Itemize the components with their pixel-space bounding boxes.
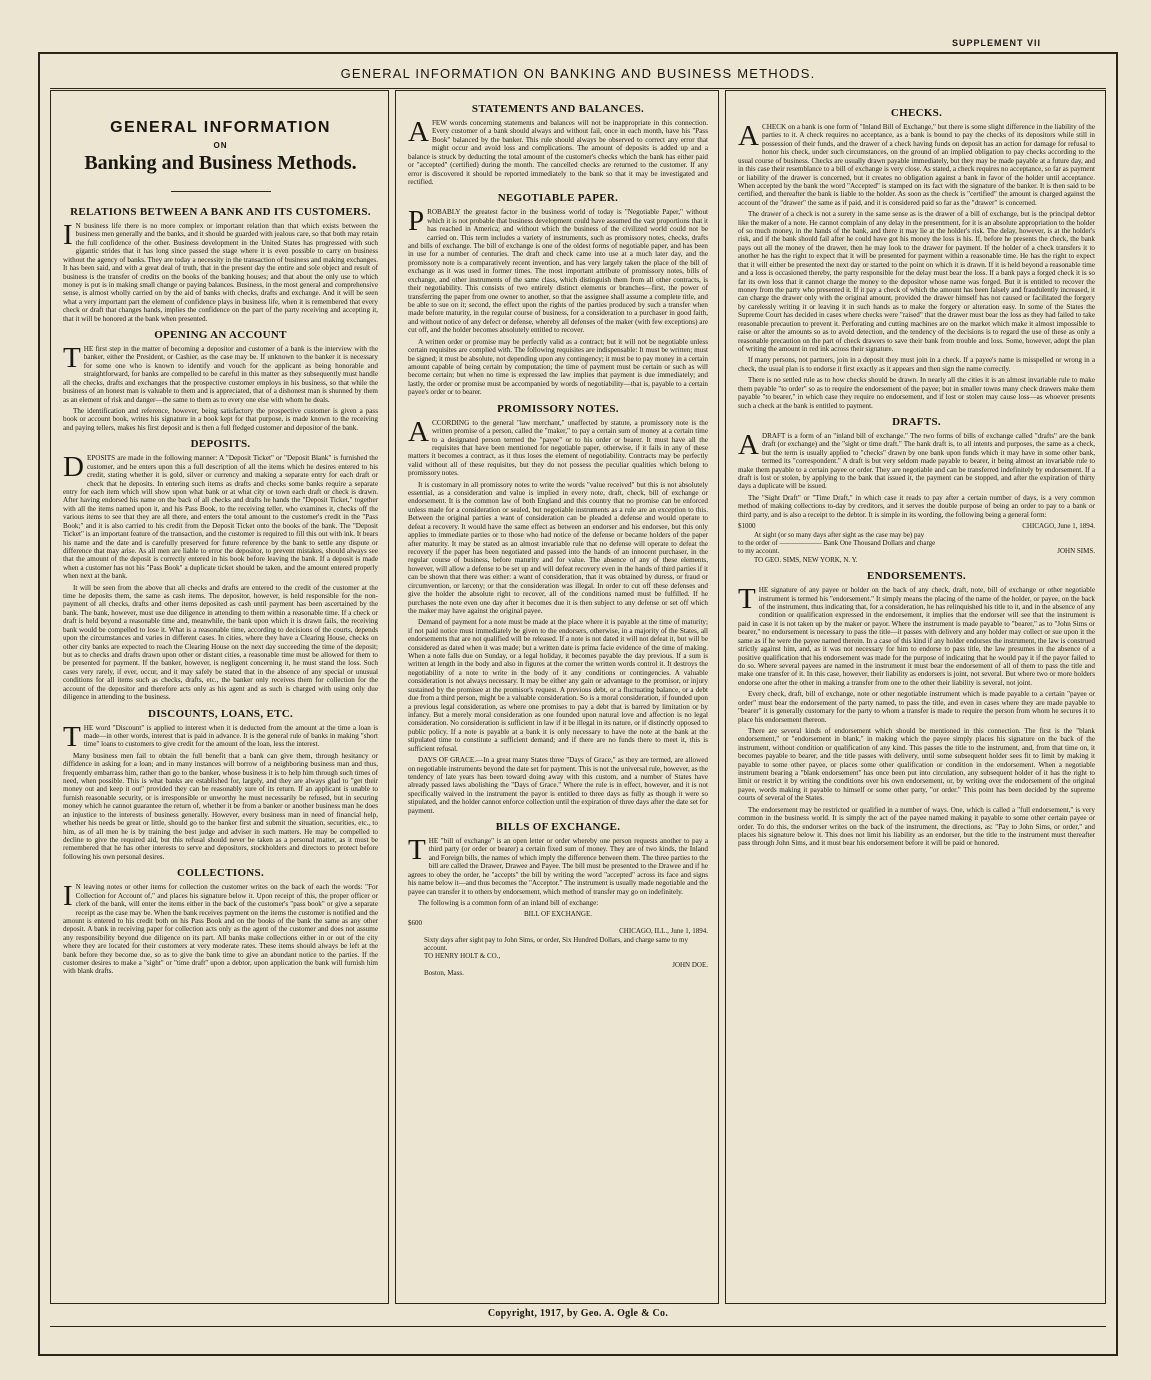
heading-checks: CHECKS.	[890, 107, 943, 119]
negotiable-para: PROBABLY the greatest factor in the business world of today is "Negotiable Paper," without which it is not probable that business development could have assumed the vast proportions that it has reached in America; and without which the business of the civilized world could not be carried on. This term includes a variety of instruments, such as promissory notes, checks, drafts and bills of exchange. The bill of exchange is one of the oldest forms of negotiable paper, and has been in use for a number of centuries. The draft and check came into use at a much later day, and the promissory note is a comparatively recent invention, and has very largely taken the place of the bill of exchange as it was used in former times. The most important attribute of promissory notes, bills of exchange, and other instruments of the same class, which distinguish them from all other contracts, is their negotiability. This consists of two entirely distinct elements or branches—first, the power of transferring the paper from one owner to another, so that the assignee shall assume a complete title, and be able to sue on it; second, the effect upon the rights of the parties produced by such a transfer when made before maturity, in the regular course of business, for a consideration to a purchaser in good faith, and without notice of any defect or defense, whereby all defenses of the maker (with few exceptions) are cut off, and the holder becomes absolutely entitled to recover.	[408, 205, 708, 335]
days-of-grace-para: DAYS OF GRACE.—In a great many States three "Days of Grace," as they are termed, are allowed on negotiable instruments beyond the date set for payment. This is not the universal rule, however, as the tendency of late years has been toward doing away with this custom, and a number of States have already passed laws abolishing the "Days of Grace." Where the rule is in effect, however, and it is not specifically waived in the instrument the payor is entitled to three days as fully as though it were so stipulated, and the holder cannot enforce collection until the expiration of three days after the date set for payment.	[408, 756, 708, 815]
drafts-para: The "Sight Draft" or "Time Draft," in which case it reads to pay after a certain number of days, is a very common method of making collections to-day by creditors, and it serves the double purpose of being an order to pay to a bank or third party, and is also a receipt to the debtor. It is simple in its wording, the following being a general form:	[738, 493, 1095, 519]
heading-endorsements: ENDORSEMENTS.	[867, 570, 966, 583]
promissory-para: Demand of payment for a note must be made at the place where it is payable at the time of maturity; if not paid notice must immediately be given to the endorsers, otherwise, in a majority of the States, all endorsements that are not qualified will be released. If a note is not dated it will not defeat it, but will be considered as dated when it was made; but a written date is prima facie evidence of the time of making. When a note falls due on Sunday, or a legal holiday, it becomes payable the day previous. If a sum is written at length in the body and also in figures at the corner the written words control it. It destroys the negotiability of a note to write in the body of it any conditions or contingencies. A valuable consideration is not always necessary. It may be either any gain or advantage to the promisor, or injury sustained by the promisee at the promisor's request. A previous debt, or a fluctuating balance, or a debt due from a third person, might be a valuable consideration. So is a moral consideration, if founded upon a previous legal consideration, as where one promises to pay a debt that is barred by limitation or by infancy. But a merely moral consideration as one founded upon natural love and affection is no legal consideration. No consideration is sufficient in law if it be illegal in its nature, or if distinctly opposed to public policy. If a note is payable at a bank it is only necessary to have the note at the bank at the stipulated time to constitute a sufficient demand; and if there are no funds there to meet it, this is sufficient refusal.	[408, 618, 708, 753]
heading-bills: BILLS OF EXCHANGE.	[495, 821, 621, 834]
form-signer: JOHN DOE.	[672, 960, 708, 969]
form-amount: $1000 CHICAGO, June 1, 1894.	[738, 522, 1095, 531]
column-1	[50, 90, 389, 1304]
title-rule	[171, 191, 271, 192]
checks-para: ACHECK on a bank is one form of "Inland Bill of Exchange," but there is some slight difference in the liability of the parties to it. A check requires no acceptance, as a bank is bound to pay the checks of its depositors while still in possession of their funds, and the drawer of a check having funds on deposit has an action for damage for refusal to honor his check, under such circumstances, on the ground of an implied obligation to pay checks according to the usual course of business. Checks are usually drawn payable immediately, but they may be made payable at a future day, and in this case their resemblance to a bill of exchange is very close. As stated, a check requires no acceptance, so far as payment or liability of the drawer is concerned, but it creates no obligation against a bank in favor of the holder until acceptance. When accepted by the bank the word "Accepted" is stamped on its fact with the signature of the banker. It is then said to be certified, and thereafter the bank is liable to the holder. As soon as the check is "certified" the amount is charged against the account of the "drawer" the same as if paid, and it is considered paid so far as the "drawer" is concerned.	[738, 120, 1095, 207]
form-to: TO HENRY HOLT & CO.,	[424, 952, 501, 961]
promissory-para: It is customary in all promissory notes to write the words "value received" but this is not absolutely essential, as a consideration and value is implied in every note, draft, check, bill of exchange or endorsement. It is the common law of both England and this country that no promise can be enforced unless made for a consideration or sealed, but negotiable instruments as a rule are an exception to this. Between the original parties a want of consideration can be pleaded a defense and would operate to defeat a recovery. It would have the same effect as between an endorser and his endorsee, but this only applies to immediate parties or to those who had notice of the defense or became holders of the paper after maturity. It may be stated as an almost invariable rule that no defense will operate to defeat the recovery if the paper has been negotiated and passed into the hands of an innocent purchaser, in the regular course of business, before maturity and for value. The absence of any of these elements, however, will allow a defense to be set up and will defeat recovery even in the hands of third parties if it can be shown that there was either: a want of consideration, that it was obtained by duress, or fraud or circumvention, or larceny; or that the consideration was illegal. In order to cut off these defenses and give the holder the absolute right to recover, all of the conditions named must be fulfilled. If he purchases the note even one day after it becomes due it is then subject to any defense or set off which the maker may have against the original payee.	[408, 480, 708, 615]
endorsements-para: The endorsement may be restricted or qualified in a number of ways. One, which is called a "full endorsement," is very common in the business world. It is simply the act of the payee named making it payable to some other certain payee or order. To do this, the endorser writes on the back of the instrument, the directions, as: "Pay to John Sims, or order," and places his signature below it. This does not limit his liability as an endorser, but the title to the instrument must thereafter pass through John Sims, and it must bear his endorsement before it will be paid or honored.	[738, 805, 1095, 848]
checks-para: If many persons, not partners, join in a deposit they must join in a check. If a payee's name is misspelled or wrong in a check, the usual plan is to endorse it first exactly as it appears and then sign the name correctly.	[738, 356, 1095, 373]
deposits-para: DEPOSITS are made in the following manner: A "Deposit Ticket" or "Deposit Blank" is furnished the customer, and he enters upon this a full description of all the items which he desires entered to his credit, stating whether it is gold, silver or currency and making a separate entry for each draft or check that he deposits. In entering such items as drafts and checks some banks require a separate entry for each item which will show upon what bank or at what city or town each draft or check is drawn. After having endorsed his name on the back of all checks and drafts he hands the "Deposit Ticket," together with all the items named upon it, and his Pass Book, to the receiving teller, who examines it, checks off the various items to see that they are all there, and enters the total amount to the customer's credit in the "Pass Book;" and it is also carried to his credit from the Deposit Ticket onto the books of the bank. The "Deposit Ticket" is an important feature of the transaction, and the customer is required to fill this out with ink. It bears his name and the date and is carefully preserved for future reference by the bank to settle any dispute or difference that may arise. As all men are liable to error the depositor, to prevent mistakes, should always see that the amount of the deposit is correctly entered in his book before leaving the bank. If a deposit is made when a customer has not his "Pass Book" a duplicate ticket should be taken, and the amount entered properly when next at the bank.	[63, 451, 378, 581]
bills-para: The following is a common form of an inland bill of exchange:	[418, 899, 599, 908]
form-title: BILL OF EXCHANGE.	[524, 910, 592, 919]
heading-statements: STATEMENTS AND BALANCES.	[471, 103, 645, 115]
heading-discounts: DISCOUNTS, LOANS, ETC.	[147, 707, 294, 720]
deposits-para: It will be seen from the above that all checks and drafts are entered to the credit of the customer at the time he deposits them, the same as cash items. The depositor, however, is held responsible for the non-payment of all checks, drafts and other items deposited as cash until payment has been ascertained by the bank. The bank, however, must use due diligence in attending to them within a reasonable time. If a check or draft is held beyond a reasonable time and, meanwhile, the bank upon which it is drawn fails, the receiving bank would be compelled to lose it. What is a reasonable time, according to decisions of the courts, depends upon the circumstances and varies in different cases. In cities, where they have a Clearing House, checks on other city banks are expected to reach the Clearing House on the next day succeeding the time of the deposit; but as to checks and drafts drawn upon other or distant cities, a reasonable time must be allowed for them to be presented for payment. If the banker, however, is negligent concerning it, he must stand the loss. Such cases very rarely, if ever, occur, and it may safely be stated that in the absence of any special or unusual conditions for all items such as checks, drafts, etc., the banker only receives them for collection for the account of the depositor and therefore acts only as his agent and as such is charged with using only due diligence in attending to the business.	[63, 583, 378, 702]
title-line-2: ON	[213, 141, 228, 150]
heading-drafts: DRAFTS.	[892, 415, 941, 428]
heading-negotiable: NEGOTIABLE PAPER.	[497, 192, 619, 205]
column-2	[395, 90, 719, 1304]
relations-para: IN business life there is no more complex or important relation than that which exists between the business men generally and the banks, and it should be guarded with jealous care, so that both may retain the full confidence of the other. Business development in the United States has progressed with such gigantic strides that it has long since passed the stage where it is even possible to carry on business without the agency of banks. They are today a necessity in the transaction of business and making exchanges. It has been said, and with a great deal of truth, that in the present day the entire and sole object and result of business is the transfer of credits on the books of the banking houses; and that about the only use to which money is put is in making small change or paying balances. Business, in the most general and comprehensive sense, is almost wholly carried on by the aid of banks with checks, drafts and exchange. And it will be seen what a very important part the element of confidence plays in business life, when it is remembered that every check or draft that changes hands, implies the confidence on the part of the party receiving and accepting it, that it will be honored at the bank when presented.	[63, 219, 378, 323]
page-frame	[38, 52, 1118, 1356]
form-body-line: to the order of ―――――― Bank One Thousand Dollars and charge	[738, 538, 936, 547]
form-city: Boston, Mass.	[424, 969, 464, 978]
heading-collections: COLLECTIONS.	[176, 867, 265, 880]
draft-form	[738, 522, 1095, 564]
endorsements-para: There are several kinds of endorsement which should be mentioned in this connection. The first is the "blank endorsement," or "endorsement in blank," in making which the payee simply places his signature on the back of the instrument, without condition or qualification of any kind. This passes the title to the instrument, and, from that time on, it becomes payable to bearer, and the title passes with delivery, until some subsequent holder sees fit to limit by making it payable to some other payee, or places some other qualification or condition in the endorsement. When a negotiable instrument bearing a "blank endorsement" has once been put into circulation, any subsequent holder of it has the right to limit or restrict it by writing the conditions over his own endorsement, or, by writing over the endorsement of the original payee, words making it payable to himself or some other party, "or order." This point has been decided by the supreme courts of several of the States.	[738, 726, 1095, 803]
heading-opening: OPENING AN ACCOUNT	[154, 329, 287, 342]
promissory-para: ACCORDING to the general "law merchant," unaffected by statute, a promissory note is the written promise of a person, called the "maker," to pay a certain sum of money at a certain time to a designated person termed the "payee" or to his order or bearer. It must have all the requisites that have been mentioned for negotiable paper, otherwise, if it fails in any of these matters it becomes a contract, as it thus loses the element of negotiability. Contracts may be perfectly valid without all of these requisites, but they do not possess the peculiar qualities which belong to promissory notes.	[408, 415, 708, 478]
heading-deposits: DEPOSITS.	[190, 438, 251, 451]
opening-para: The identification and reference, however, being satisfactory the prospective customer is given a pass book or account book, writes his signature in a book kept for that purpose, is made known to the receiving and paying tellers, makes his first deposit and is then a full fledged customer and depositor of the bank.	[63, 407, 378, 432]
title-line-1: GENERAL INFORMATION	[110, 119, 331, 136]
heading-promissory: PROMISSORY NOTES.	[497, 402, 619, 415]
bill-of-exchange-form	[408, 910, 708, 977]
form-body-line: to my account. JOHN SIMS.	[738, 547, 1095, 556]
checks-para: There is no settled rule as to how checks should be drawn. In nearly all the cities it is an almost invariable rule to make them payable "to order" so as to require the endorsement of the payee; but in smaller towns many check drawers make them payable "to bearer," in which case they require no endorsement, and if lost or stolen may cause loss—as whoever presents such a check at the bank is entitled to payment.	[738, 376, 1095, 410]
statements-para: AFEW words concerning statements and balances will not be inappropriate in this connection. Every customer of a bank should always and without fail, once in each month, have his "Pass Book" balanced by the banker. This rule should always be observed to correct any error that might occur and avoid loss and complications. The amount of deposits is added up and a balance is struck by deducting the total amount of the customer's checks which the bank has either paid or "accepted" (certified) during the month. The cancelled checks are returned to the customer. If any error is discovered it should be reported immediately to the bank so that it may be investigated and rectified.	[408, 116, 708, 186]
copyright: Copyright, 1917, by Geo. A. Ogle & Co.	[487, 1308, 669, 1319]
form-body-line: At sight (or so many days after sight as the case may be) pay	[754, 530, 925, 539]
form-place-date: CHICAGO, ILL., June 1, 1894.	[619, 927, 708, 936]
drafts-para: ADRAFT is a form of an "inland bill of exchange." The two forms of bills of exchange called "drafts" are the bank draft (or exchange) and the "sight or time draft." The bank draft is, to all intents and purposes, the same as a check, but the term is usually applied to "checks" drawn by one bank upon funds which it may have in some other bank, termed its "correspondent." A draft is but very seldom made payable to bearer, it being almost an invariable rule to make them payable to a certain payee or order. They are negotiable and can be transferred indefinitely by endorsement. If a draft is lost or stolen, by applying to the bank that issued it, the payment can be stopped, and after the expiration of thirty days a duplicate will be issued.	[738, 428, 1095, 491]
title-line-3: Banking and Business Methods.	[84, 152, 357, 174]
checks-para: The drawer of a check is not a surety in the same sense as is the drawer of a bill of exchange, but is the principal debtor like the maker of a note. He cannot complain of any delay in the presentment, for it is an absolute appropriation to the holder of so much money, in the hands of the bank, and there it may lie at the holder's risk. The delay, however, is at the holder's risk, and if the bank should fail after he could have got his money the loss is his. If, before he presents the check, the bank pays out all the money of the drawer, then he may look to the drawer for payment. If the holder of a check transfers it to another he has the right to expect that it will be presented for payment within a reasonable time. He has the right to expect that it will either be presented the next day or started to the point on which it is drawn. If it is held beyond a reasonable time and a loss is occasioned thereby, the party responsible for the delay must bear the loss. If a bank pays a forged check it is so far its own loss that it cannot charge the money to the depositor whose name was forged. But it is entitled to recover the money from the party who presented it. If it pay a check of which the amount has been falsely and fraudulently increased, it can charge the drawer only with the original amount, provided the drawer himself has not caused or facilitated the forgery by carelessly writing it or leaving it in such hands as to make the forgery or alteration easy. In some of the States the Supreme Court has decided in cases where checks were "raised" that the drawer must bear the loss as they had failed to take reasonable precaution to prevent it. Perforating and cutting machines are on the market which make it almost impossible to raise or alter the amounts so as to avoid detection, and the tendency of the decisions is to regard the use of these as only a reasonable precaution on the part of check drawers to save their bank from trouble and loss. Some, however, adopt the plan of writing the amount in red ink across their signature.	[738, 210, 1095, 353]
discounts-para: THE word "Discount" is applied to interest when it is deducted from the amount at the time a loan is made—in other words, interest that is paid in advance. It is the general rule of banks in making "short time" loans to customers to give credit for the amount of the loan, less the interest.	[63, 720, 378, 753]
discounts-para: Many business men fail to obtain the full benefit that a bank can give them, through hesitancy or diffidence in asking for a loan; and in many instances will borrow of a neighboring business man and thus, frequently embarrass him, rather than go to the banker, whose business it is to help him through such times of need, when possible. This is what banks are established for, largely, and they are always glad to "get their money out and keep it out" provided they can be reasonably sure of its return. If an applicant is unable to furnish reasonable security, or is irresponsible or unworthy he must necessarily be refused, but in securing money which he cannot guarantee the return of, whether it be from a banker or another business man he does an injustice to the interests of business generally. However, every business man in need of financial help, whether his needs be great or little, should go to the banker first and submit the situation, securities, etc., to him, as of all men he is by training the best judge and adviser in such matters. He may be compelled to decline to give the required aid, but this refusal should never be taken as a personal matter, as it must be remembered that he has other interests to serve and depositors, stockholders and directors to protect before following his own personal desires.	[63, 751, 378, 861]
form-to: TO GEO. SIMS, NEW YORK, N. Y.	[754, 555, 858, 564]
banner-title: GENERAL INFORMATION ON BANKING AND BUSINESS METHODS.	[340, 66, 816, 81]
form-body: Sixty days after sight pay to John Sims, or order, Six Hundred Dollars, and charge same to my account.	[424, 935, 688, 953]
opening-para: THE first step in the matter of becoming a depositor and customer of a bank is the interview with the banker, either the President, or Cashier, as the case may be. If unknown to the banker it is necessary for some one who is known to identify and vouch for the applicant as being honorable and straightforward, for banks are compelled to be careful in this matter as they subsequently must handle all the checks, drafts and exchanges that the prospective customer employs in his business, so that while the business of an honest man is valuable to them and is appreciated, that of a dishonest man is shunned by them as an element of risk and danger—the same to them as to every one else with whom he deals.	[63, 342, 378, 404]
collections-para: IN leaving notes or other items for collection the customer writes on the back of each the words: "For Collection for Account of," and places his signature below it. Upon receipt of this, the proper officer or clerk of the bank, will enter the items either in the back of the customer's "pass book" or give a separate receipt as the case may be. When the bank receives payment on the items the customer is notified and the amount is entered to his credit both on his Pass Book and on the books of the bank the same as any other deposit. A bank in receiving paper for collection acts only as the agent of the customer and does not assume any responsibility beyond due diligence on its part. All banks make collections either in or out of the city where they are located for their customers at very moderate rates. These items should always be left at the bank before they become due, so as to give the bank time to give an abundant notice to the parties. If the customer desires to make a "sight" or "time draft" upon a debtor, upon application the bank will furnish him with blank drafts.	[63, 880, 378, 976]
endorsements-para: Every check, draft, bill of exchange, note or other negotiable instrument which is made payable to a certain "payee or order" must bear the endorsement of the party named, to pass the title, and even in cases where they are made payable to "bearer" it is generally customary for the party to whom a transfer is made to require the person from whom he secures it to place his endorsement thereon.	[738, 690, 1095, 724]
bottom-rule	[50, 1326, 1106, 1327]
column-3	[725, 90, 1106, 1304]
banner-rule	[50, 88, 1106, 89]
heading-relations: RELATIONS BETWEEN A BANK AND ITS CUSTOMERS.	[70, 206, 371, 218]
negotiable-para: A written order or promise may be perfectly valid as a contract; but it will not be negotiable unless certain requisites are complied with. The following requisites are indispensable: It must be written; must be signed; it must be absolute, not depending upon any contingency; it must be to pay money in a certain amount capable of being certain by computation; the time of payment must be certain or such as will become certain; but when no time is expressed the law implies that payment is due immediately; and lastly, the order or promise must be accompanied by words of negotiability—that is, payable to a certain payee's order or to bearer.	[408, 337, 708, 397]
bills-para: THE "bill of exchange" is an open letter or order whereby one person requests another to pay a third party (or order or bearer) a certain fixed sum of money. They are of two kinds, the Inland and Foreign bills, the names of which imply the difference between them. The three parties to the bill are called the Drawer, Drawee and Payee. The bill must be presented to the Drawee and if he agrees to obey the order, he "accepts" the bill by writing the word "accepted" across its face and signs his name below it—and thus becomes the "Acceptor." The instrument is usually made negotiable and the payee can transfer it to others by endorsement, which method of transfer may go on indefinitely.	[408, 834, 708, 896]
endorsements-para: THE signature of any payee or holder on the back of any check, draft, note, bill of exchange or other negotiable instrument is termed his "endorsement." It simply means the placing of the name of the holder, or payee, on the back of the instrument, thus indicating that, for a consideration, he has relinquished his title to it, and in the absence of any condition or qualification expressed in the endorsement, it implies that the endorser will see that the instrument is paid in case it is not taken up by the maker or payor. Where the instrument is made payable to "bearer," as to "John Sims or bearer," no endorsement is necessary to pass the title—it passes with delivery and any holder may collect or sue upon it the same as if he were the payee named therein. In a case of this kind if any holder endorses the instrument, the law is construed strictly against him, and, as it was not necessary for him to endorse to pass title, the law presumes in the absence of a positive qualification that his endorsement was made for the purpose of indicating that he would pay it if the payor failed to do so. Where several payees are named in the instrument it must bear the endorsement of all of them to pass the title and make one transfer of it. In this case, however, their liability as endorsers is joint, not several. But where two or more holders endorse one after the other in making a transfer from one to the other their liability is several, not joint.	[738, 583, 1095, 687]
supplement-label: SUPPLEMENT VII	[951, 38, 1041, 48]
form-amount: $600	[408, 918, 422, 927]
